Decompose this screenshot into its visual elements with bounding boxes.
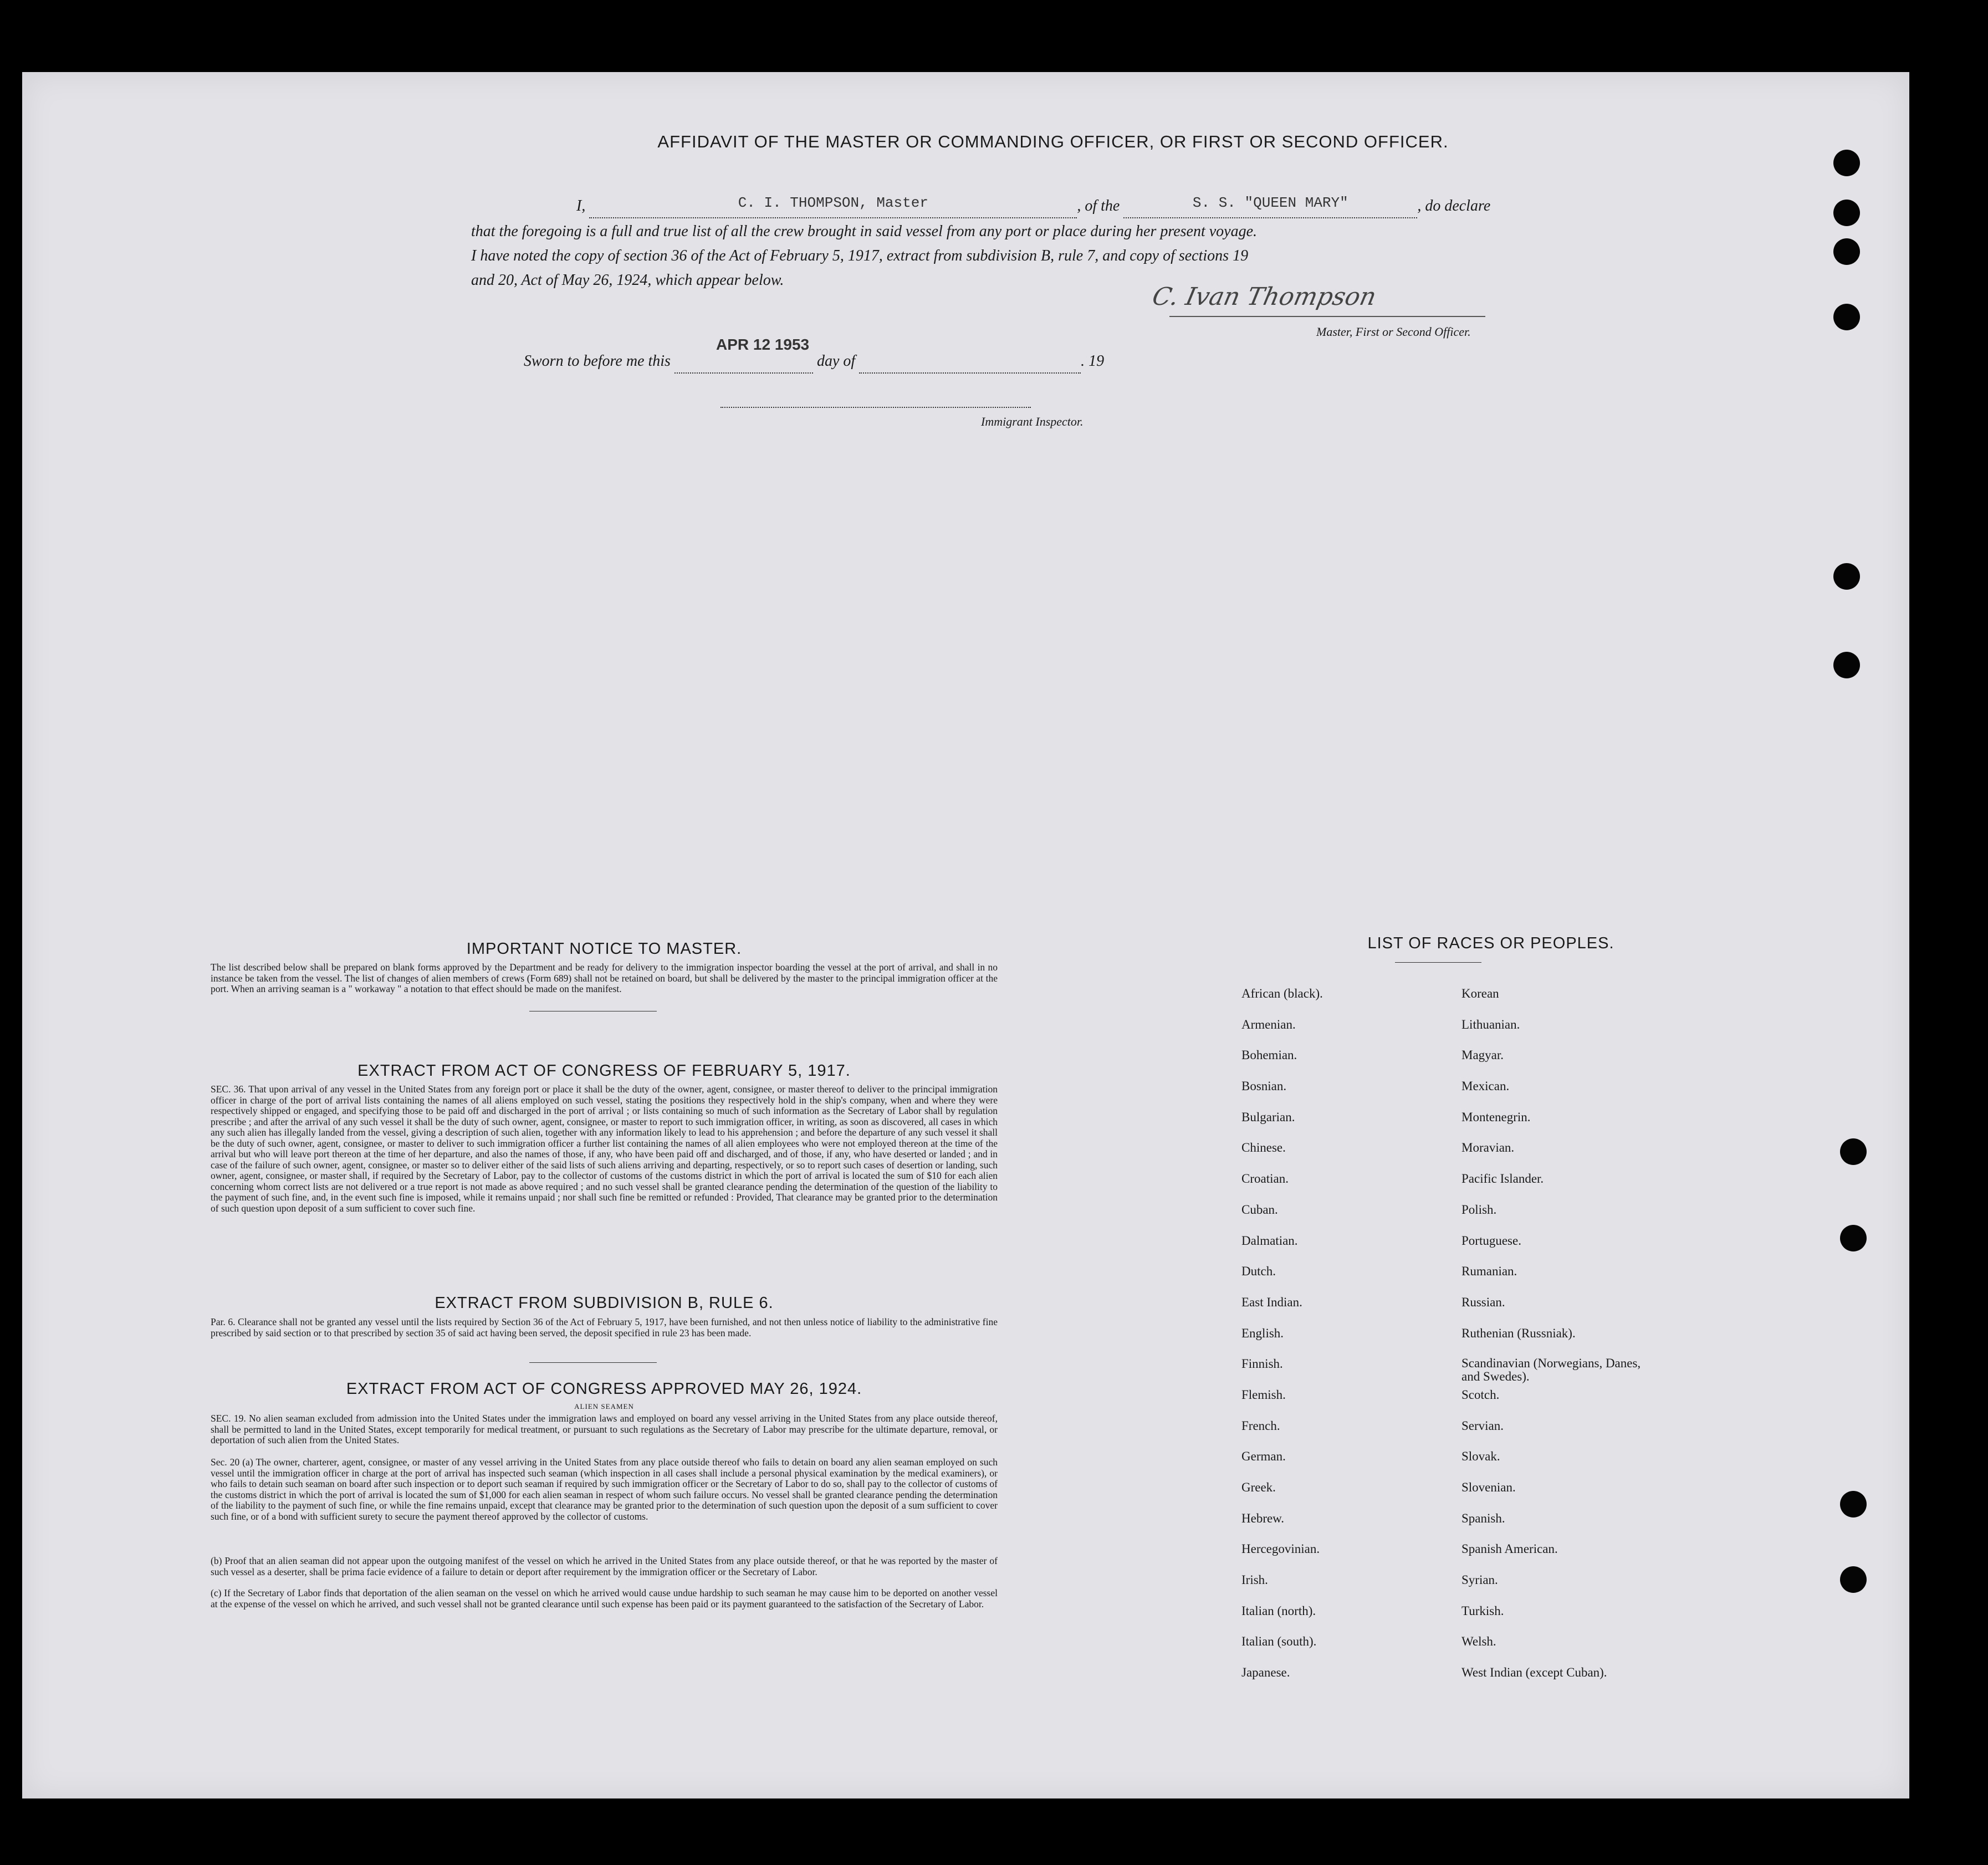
signature-caption: Master, First or Second Officer. <box>1316 325 1471 339</box>
date-stamp: APR 12 1953 <box>716 336 810 353</box>
extract-1917-title: EXTRACT FROM ACT OF CONGRESS OF FEBRUARY 5, 1917. <box>357 1062 851 1080</box>
races-right-column <box>1461 987 1644 1697</box>
race-item: African (black). <box>1241 987 1323 1000</box>
day-of-label: day of <box>816 352 856 370</box>
race-item: Hercegovinian. <box>1241 1542 1320 1556</box>
sworn-month-field <box>859 354 1081 374</box>
sec-20b-text: (b) Proof that an alien seaman did not appear upon the outgoing manifest of the vessel on which he arrived in the United States from any place outside thereof, or that he was reported by the master of such vessel as a deserter, shall be prima facie evidence of a failure to detain or deport after requirement by the immigration officer or the Secretary of Labor. <box>211 1555 998 1577</box>
race-item: Chinese. <box>1241 1141 1286 1155</box>
master-signature: C. Ivan Thompson <box>1149 283 1379 311</box>
declaration-line-4: and 20, Act of May 26, 1924, which appear below. <box>471 272 784 289</box>
race-item: Armenian. <box>1241 1017 1296 1031</box>
sec-19-text: SEC. 19. No alien seaman excluded from admission into the United States under the immigration laws and employed on board any vessel arriving in the United States from any place outside thereof, shall be permitted to land in the United States, except temporarily for medical treatment, or pursuant to such regulations as the Secretary of Labor may prescribe for the ultimate departure, removal, or deportation of such alien from the United States. <box>211 1413 998 1445</box>
vessel-value: S. S. "QUEEN MARY" <box>1192 195 1348 211</box>
race-item: Slovak. <box>1461 1449 1500 1464</box>
year-label: . 19 <box>1081 352 1105 370</box>
race-item: Polish. <box>1461 1202 1497 1217</box>
race-item: Pacific Islander. <box>1461 1172 1544 1186</box>
binder-hole-icon <box>1833 652 1860 678</box>
race-item: West Indian (except Cuban). <box>1461 1665 1607 1680</box>
race-item: Portuguese. <box>1461 1233 1521 1248</box>
race-item: Moravian. <box>1461 1141 1515 1155</box>
race-item: Rumanian. <box>1461 1264 1517 1279</box>
master-name-value: C. I. THOMPSON, Master <box>738 195 928 211</box>
race-item: Ruthenian (Russniak). <box>1461 1326 1576 1340</box>
races-left-column <box>1241 987 1424 1697</box>
notice-title: IMPORTANT NOTICE TO MASTER. <box>466 940 742 958</box>
binder-hole-icon <box>1840 1138 1867 1165</box>
races-title: LIST OF RACES OR PEOPLES. <box>1367 934 1614 952</box>
race-item: Italian (north). <box>1241 1603 1316 1618</box>
race-item: Dalmatian. <box>1241 1233 1298 1248</box>
race-item: French. <box>1241 1418 1280 1433</box>
race-item: Spanish. <box>1461 1511 1505 1525</box>
race-item: Cuban. <box>1241 1202 1278 1217</box>
race-item: Syrian. <box>1461 1573 1498 1587</box>
race-item: Bosnian. <box>1241 1079 1287 1094</box>
race-item: Dutch. <box>1241 1264 1276 1279</box>
race-item: Montenegrin. <box>1461 1110 1531 1124</box>
race-item: Hebrew. <box>1241 1511 1285 1525</box>
race-item: Korean <box>1461 987 1499 1000</box>
race-item: Bulgarian. <box>1241 1110 1295 1124</box>
race-item: Greek. <box>1241 1480 1276 1494</box>
race-item: Scotch. <box>1461 1387 1500 1402</box>
binder-hole-icon <box>1840 1566 1867 1593</box>
i-label: I, <box>576 197 586 214</box>
declaration-line-1 <box>576 194 1552 218</box>
extract-1917-text: SEC. 36. That upon arrival of any vessel in the United States from any foreign port or place it shall be the duty of the owner, agent, consignee, or master thereof to deliver to the principal immigration officer in charge of the port of arrival lists containing the names of all aliens employed on such vessel, stating the positions they respectively hold in the ship's company, when and where they were respectively shipped or engaged, and specifying those to be paid off and discharged in the port of arrival ; or lists containing so much of such information as the Secretary of Labor shall by regulation prescribe ; and after the arrival of any such vessel it shall be the duty of such owner, agent, consignee, or master to report to such immigration officer, in writing, as soon as discovered, all cases in which any such alien has illegally landed from the vessel, giving a description of such alien, together with any information likely to lead to his apprehension ; and before the departure of any such vessel it shall be the duty of such owner, agent, consignee, or master to deliver to such immigration officer a further list containing the names of all alien employees who were not employed thereon at the time of the arrival but who will leave port thereon at the time of her departure, and also the names of those, if any, who have been paid off and discharged, and of those, if any, who have deserted or landed ; and in case of the failure of such owner, agent, consignee, or master so to deliver either of the said lists of such aliens arriving and departing, respectively, or so to report such cases of desertion or landing, such owner, agent, consignee, or master shall, if required by the Secretary of Labor, pay to the collector of customs of the customs district in which the port of arrival is located the sum of $10 for each alien concerning whom correct lists are not delivered or a true report is not made as above required ; and no such vessel shall be granted clearance pending the determination of the question of the liability to the payment of such fine, and, in the event such fine is imposed, while it remains unpaid ; nor shall such fine be remitted or refunded : Provided, That clearance may be granted prior to the determination of such question upon deposit of a sum sufficient to cover such fine. <box>211 1084 998 1214</box>
race-item: Spanish American. <box>1461 1542 1558 1556</box>
notice-text: The list described below shall be prepared on blank forms approved by the Department and be ready for delivery to the immigration inspector boarding the vessel at the port of arrival, and shall in no instance be taken from the vessel. The list of changes of alien members of crews (Form 689) shall not be retained on board, but shall be delivered by the master to the principal immigration officer at the port. When an arriving seaman is a " workaway " a notation to that effect should be made on the manifest. <box>211 962 998 994</box>
race-item: Bohemian. <box>1241 1048 1297 1062</box>
race-item: Croatian. <box>1241 1172 1289 1186</box>
vessel-field <box>1123 195 1417 218</box>
manifest-page <box>22 72 1909 1798</box>
race-item: Scandinavian (Norwegians, Danes, and Swedes). <box>1461 1356 1641 1384</box>
race-item: Magyar. <box>1461 1048 1504 1062</box>
race-item: Russian. <box>1461 1295 1505 1309</box>
binder-hole-icon <box>1833 304 1860 330</box>
sec-20a-text: Sec. 20 (a) The owner, charterer, agent, consignee, or master of any vessel arriving in the United States from any place outside thereof who fails to detain on board any alien seaman employed on such vessel until the immigration officer in charge at the port of arrival has inspected such seaman (which inspection in all cases shall include a personal physical examination by the medical examiners), or who fails to detain such seaman on board after such inspection or to deport such seaman if required by such immigration officer or the Secretary of Labor to do so, shall pay to the collector of customs of the customs district in which the port of arrival is located the sum of $1,000 for each alien seaman in respect of whom such failure occurs. No vessel shall be granted clearance pending the determination of the liability to the payment of such fine, or while the fine remains unpaid, except that clearance may be granted prior to the determination of such question upon the deposit of a sum sufficient to cover such fine, or of a bond with sufficient surety to secure the payment thereof approved by the collector of customs. <box>211 1457 998 1522</box>
race-item: East Indian. <box>1241 1295 1302 1309</box>
divider <box>529 1362 657 1363</box>
binder-hole-icon <box>1833 563 1860 590</box>
master-name-field <box>589 195 1077 218</box>
inspector-signature-line <box>720 407 1031 408</box>
race-item: English. <box>1241 1326 1284 1340</box>
sworn-day-field <box>674 354 813 374</box>
sworn-label: Sworn to before me this <box>524 352 671 370</box>
binder-hole-icon <box>1833 238 1860 265</box>
inspector-caption: Immigrant Inspector. <box>981 415 1084 428</box>
race-item: Welsh. <box>1461 1634 1496 1649</box>
sec-20c-text: (c) If the Secretary of Labor finds that deportation of the alien seaman on the vessel on which he arrived would cause undue hardship to such seaman he may cause him to be deported on another vessel at the expense of the vessel on which he arrived, and such vessel shall not be granted clearance until such expense has been paid or its payment guaranteed to the satisfaction of the Secretary of Labor. <box>211 1587 998 1609</box>
race-item: Italian (south). <box>1241 1634 1317 1649</box>
declaration-line-3: I have noted the copy of section 36 of the Act of February 5, 1917, extract from subdivision B, rule 7, and copy of sections 19 <box>471 247 1249 264</box>
extract-1924-title: EXTRACT FROM ACT OF CONGRESS APPROVED MAY 26, 1924. <box>346 1380 862 1398</box>
extract-rule6-text: Par. 6. Clearance shall not be granted any vessel until the lists required by Section 36 of the Act of February 5, 1917, have been furnished, and not then unless notice of liability to the administrative fine prescribed by said section or to that prescribed by section 35 of said act having been served, the deposit specified in rule 23 has been made. <box>211 1316 998 1338</box>
do-declare-label: , do declare <box>1417 197 1491 214</box>
race-item: Servian. <box>1461 1418 1504 1433</box>
extract-rule6-title: EXTRACT FROM SUBDIVISION B, RULE 6. <box>435 1294 774 1312</box>
binder-hole-icon <box>1840 1491 1867 1517</box>
race-item: Flemish. <box>1241 1387 1286 1402</box>
declaration-line-2: that the foregoing is a full and true list of all the crew brought in said vessel from any port or place during her present voyage. <box>471 223 1258 240</box>
binder-hole-icon <box>1833 150 1860 176</box>
race-item: Finnish. <box>1241 1357 1283 1371</box>
divider <box>1395 962 1481 963</box>
race-item: German. <box>1241 1449 1286 1464</box>
race-item: Irish. <box>1241 1573 1268 1587</box>
race-item: Turkish. <box>1461 1603 1504 1618</box>
race-item: Mexican. <box>1461 1079 1510 1094</box>
binder-hole-icon <box>1833 200 1860 226</box>
of-the-label: , of the <box>1077 197 1120 214</box>
affidavit-title: AFFIDAVIT OF THE MASTER OR COMMANDING OFFICER, OR FIRST OR SECOND OFFICER. <box>657 132 1449 151</box>
alien-seamen-subtitle: ALIEN SEAMEN <box>574 1402 634 1411</box>
race-item: Japanese. <box>1241 1665 1290 1680</box>
binder-hole-icon <box>1840 1225 1867 1251</box>
signature-line <box>1169 316 1485 317</box>
race-item: Lithuanian. <box>1461 1017 1520 1031</box>
sworn-line <box>524 349 1189 374</box>
race-item: Slovenian. <box>1461 1480 1516 1494</box>
